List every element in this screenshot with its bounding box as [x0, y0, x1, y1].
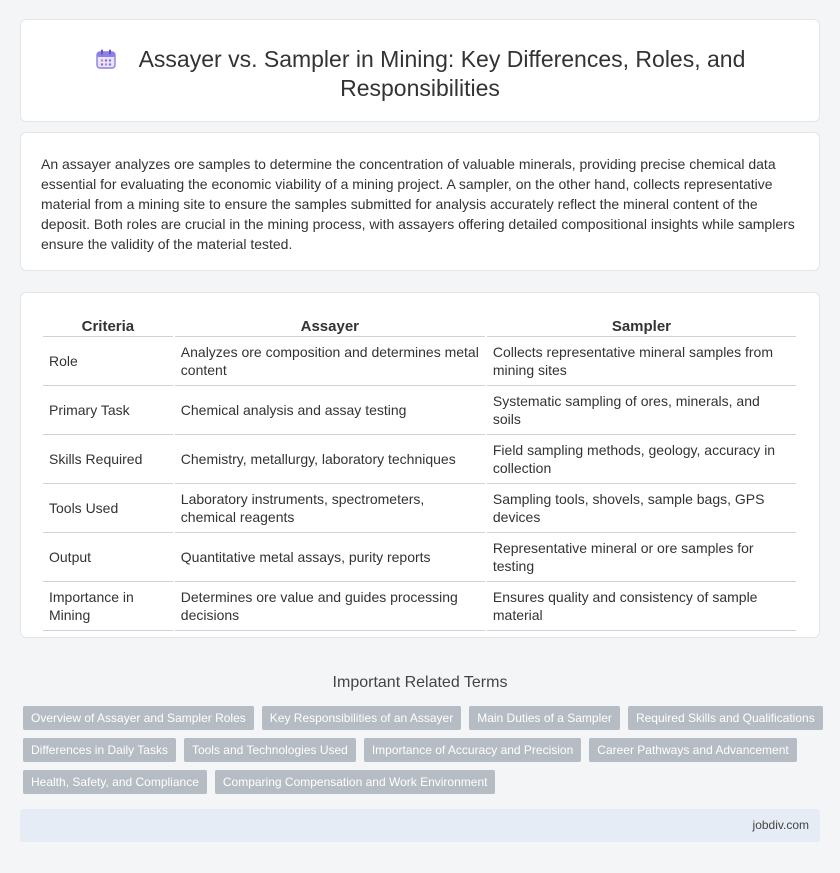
related-term-tag[interactable]: Career Pathways and Advancement — [589, 738, 796, 762]
related-term-tag[interactable]: Key Responsibilities of an Assayer — [262, 706, 461, 730]
table-row — [43, 582, 796, 631]
footer — [20, 809, 820, 842]
header-criteria: Criteria — [43, 314, 173, 337]
related-term-tag[interactable]: Differences in Daily Tasks — [23, 738, 176, 762]
related-term-tag[interactable]: Required Skills and Qualifications — [628, 706, 823, 730]
criteria-cell: Importance in Mining — [43, 582, 173, 631]
criteria-cell: Output — [43, 533, 173, 582]
assayer-cell: Laboratory instruments, spectrometers, chemical reagents — [175, 484, 485, 533]
related-term-tag[interactable]: Main Duties of a Sampler — [469, 706, 620, 730]
related-term-tag[interactable]: Tools and Technologies Used — [184, 738, 356, 762]
related-term-tag[interactable]: Health, Safety, and Compliance — [23, 770, 207, 794]
table-row — [43, 484, 796, 533]
related-term-tag[interactable]: Importance of Accuracy and Precision — [364, 738, 581, 762]
table-row — [43, 386, 796, 435]
criteria-cell: Role — [43, 337, 173, 386]
table-row — [43, 337, 796, 386]
sampler-cell: Ensures quality and consistency of sample material — [487, 582, 796, 631]
header-assayer: Assayer — [175, 314, 485, 337]
assayer-cell: Chemical analysis and assay testing — [175, 386, 485, 435]
header-sampler: Sampler — [487, 314, 796, 337]
assayer-cell: Quantitative metal assays, purity reports — [175, 533, 485, 582]
related-term-tag[interactable]: Overview of Assayer and Sampler Roles — [23, 706, 254, 730]
related-terms-list — [23, 706, 823, 794]
related-terms-heading: Important Related Terms — [332, 674, 508, 691]
criteria-cell: Tools Used — [43, 484, 173, 533]
comparison-table — [41, 314, 798, 631]
footer-site-link[interactable]: jobdiv.com — [752, 818, 809, 832]
sampler-cell: Field sampling methods, geology, accuracy in collection — [487, 435, 796, 484]
comparison-card — [20, 292, 820, 638]
sampler-cell: Representative mineral or ore samples for testing — [487, 533, 796, 582]
title-card — [20, 19, 820, 122]
title-line-1: Assayer vs. Sampler in Mining: Key Differences, Roles, and — [138, 46, 746, 72]
table-row — [43, 435, 796, 484]
assayer-cell: Analyzes ore composition and determines metal content — [175, 337, 485, 386]
table-header-row — [43, 314, 796, 337]
table-row — [43, 533, 796, 582]
sampler-cell: Systematic sampling of ores, minerals, and soils — [487, 386, 796, 435]
page-title — [21, 45, 819, 103]
criteria-cell: Primary Task — [43, 386, 173, 435]
sampler-cell: Collects representative mineral samples from mining sites — [487, 337, 796, 386]
sampler-cell: Sampling tools, shovels, sample bags, GPS devices — [487, 484, 796, 533]
related-term-tag[interactable]: Comparing Compensation and Work Environment — [215, 770, 496, 794]
intro-card — [20, 132, 820, 271]
assayer-cell: Determines ore value and guides processing decisions — [175, 582, 485, 631]
criteria-cell: Skills Required — [43, 435, 173, 484]
assayer-cell: Chemistry, metallurgy, laboratory techniques — [175, 435, 485, 484]
title-line-2: Responsibilities — [340, 75, 500, 101]
intro-paragraph: An assayer analyzes ore samples to determine the concentration of valuable minerals, providing precise chemical data essential for evaluating the economic viability of a mining project. A sampler, on the other hand, collects representative material from a mining site to ensure the samples submitted for analysis accurately reflect the mineral content of the deposit. Both roles are crucial in the mining process, with assayers offering detailed compositional insights while samplers ensure the validity of the material tested. — [41, 156, 795, 252]
calendar-icon — [95, 48, 117, 70]
